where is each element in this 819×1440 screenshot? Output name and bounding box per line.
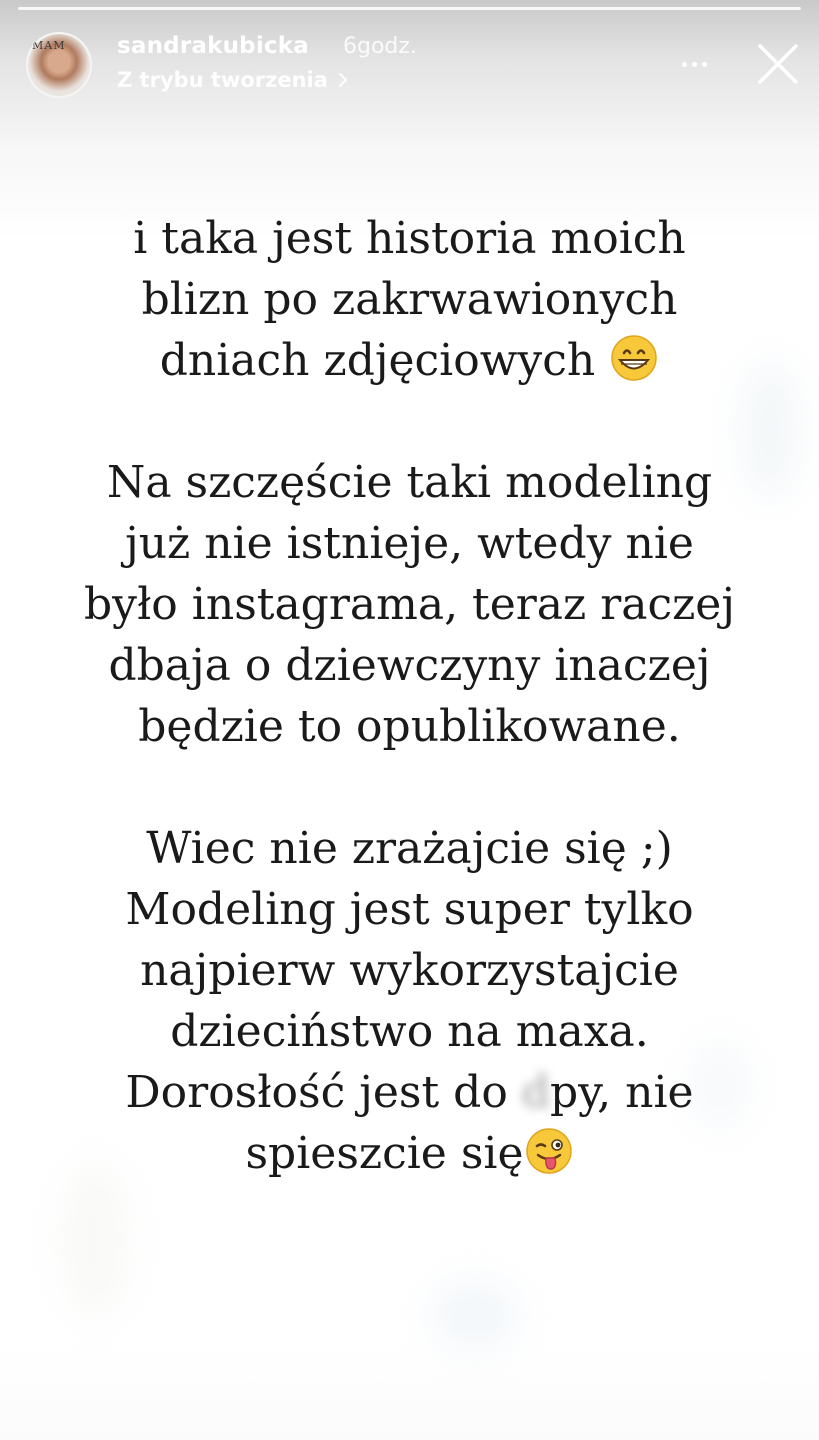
more-horizontal-icon — [692, 62, 697, 67]
text-line: najpierw wykorzystajcie — [140, 945, 679, 996]
more-horizontal-icon — [702, 62, 707, 67]
text-line: Na szczęście taki modeling — [106, 457, 713, 508]
background-watercolor — [60, 1160, 130, 1320]
text-line: już nie istnieje, wtedy nie — [125, 518, 694, 569]
story-text — [40, 208, 779, 1184]
text-line-end: py, nie — [549, 1067, 694, 1118]
more-horizontal-icon — [682, 62, 687, 67]
create-mode-link[interactable] — [117, 68, 350, 92]
text-line — [40, 1062, 779, 1123]
story-progress-bar — [18, 7, 801, 11]
grinning-face-emoji-icon — [609, 333, 659, 383]
text-line: dbaja o dziewczyny inaczej — [108, 640, 711, 691]
text-line: Wiec nie zrażajcie się ;) — [146, 823, 673, 874]
chevron-right-icon — [336, 71, 350, 89]
timestamp: 6godz. — [343, 34, 417, 59]
text-line: i taka jest historia moich — [133, 213, 686, 264]
more-options-button[interactable] — [672, 46, 716, 82]
create-mode-label: Z trybu tworzenia — [117, 68, 328, 92]
text-line: blizn po zakrwawionych — [141, 274, 678, 325]
text-line: było instagrama, teraz raczej — [84, 579, 735, 630]
text-line: dzieciństwo na maxa. — [170, 1006, 649, 1057]
censored-word: d — [521, 1067, 550, 1118]
text-line: będzie to opublikowane. — [138, 701, 681, 752]
story-header — [0, 24, 819, 104]
background-watercolor — [430, 1280, 520, 1350]
avatar-magazine-text: MAM — [32, 39, 66, 52]
text-line: Modeling jest super tylko — [125, 884, 694, 935]
progress-segment — [18, 7, 801, 10]
username[interactable]: sandrakubicka — [117, 33, 309, 59]
text-line-start: Dorosłość jest do — [125, 1067, 522, 1118]
text-line — [40, 330, 779, 391]
paragraph-gap — [40, 757, 779, 818]
avatar[interactable] — [26, 32, 92, 98]
winking-face-tongue-emoji-icon — [524, 1126, 574, 1176]
text-line — [40, 1123, 779, 1184]
text-line-content: dniach zdjęciowych — [159, 335, 596, 386]
close-icon[interactable] — [752, 38, 804, 90]
text-line-content: spieszcie się — [245, 1128, 524, 1179]
paragraph-gap — [40, 391, 779, 452]
